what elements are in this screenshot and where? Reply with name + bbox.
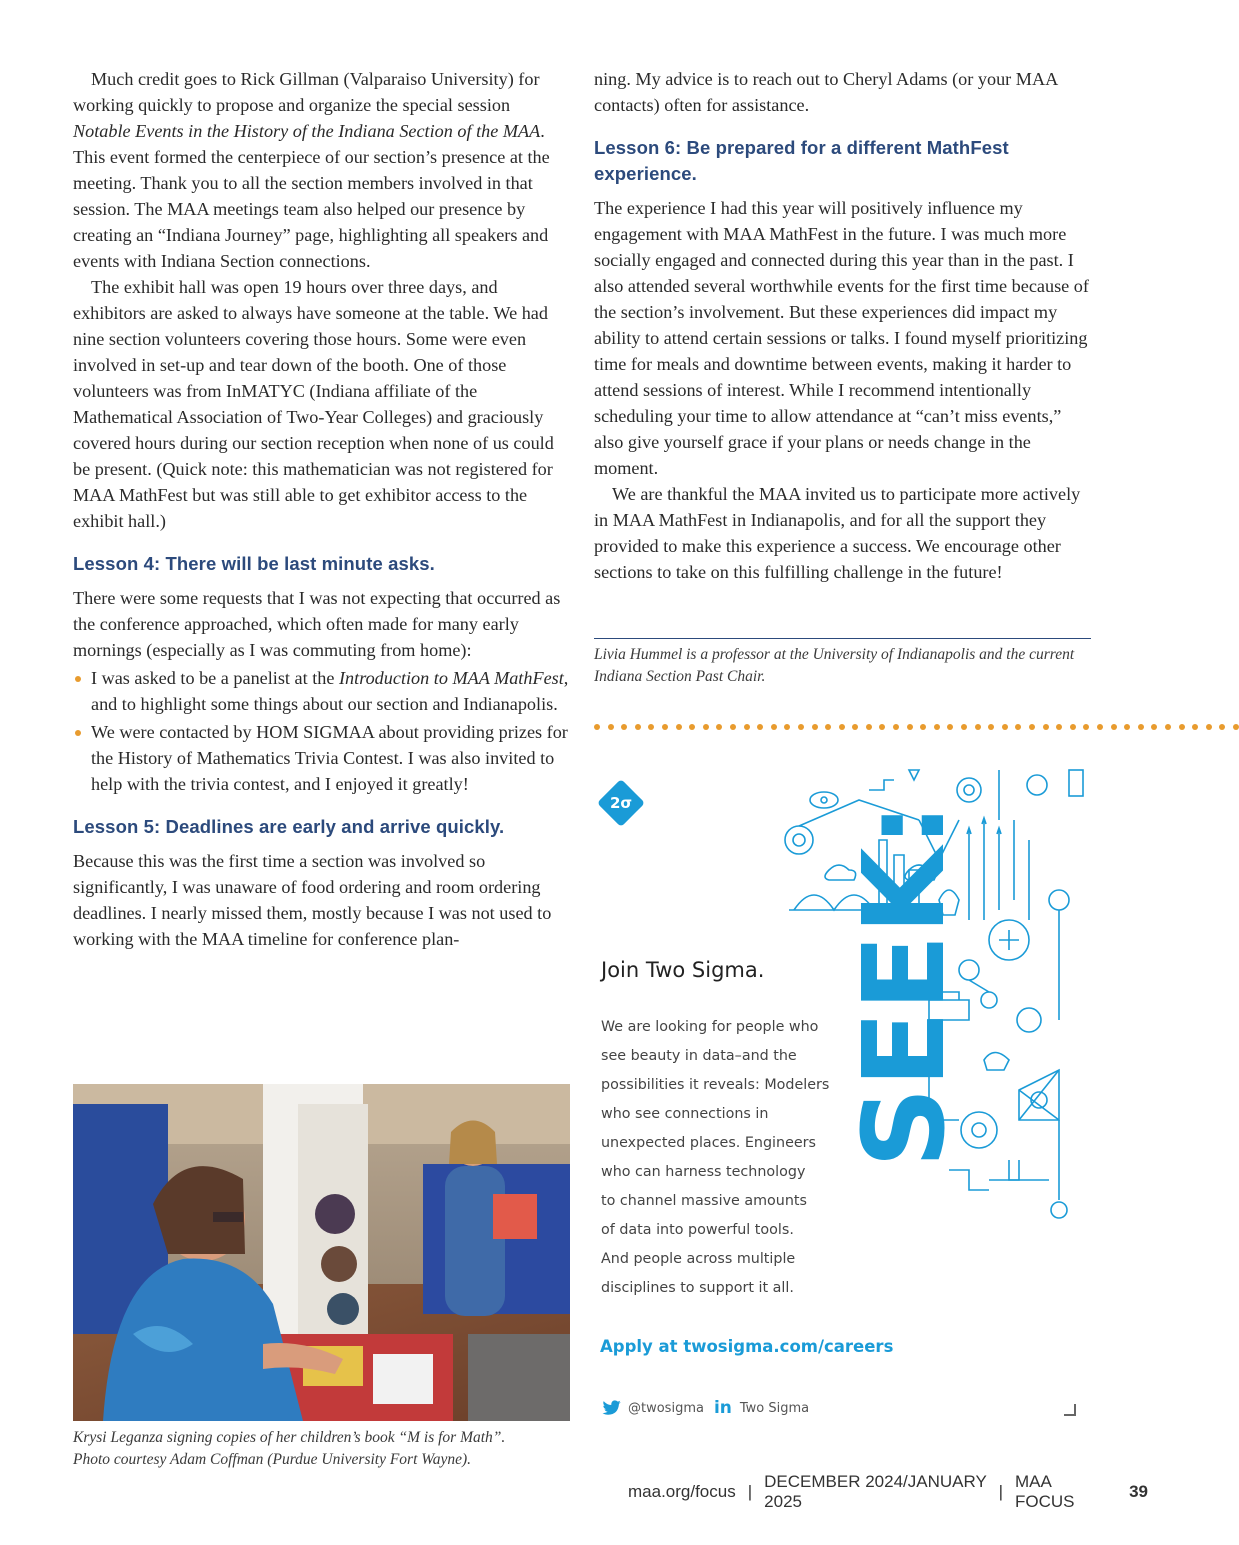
author-bio: Livia Hummel is a professor at the University of Indianapolis and the current Indiana Section Past Chair. (594, 646, 1075, 685)
separator-dot (988, 724, 994, 730)
twitter-handle[interactable]: @twosigma (628, 1400, 704, 1416)
separator-dot (1015, 724, 1021, 730)
separator-dot (1043, 724, 1049, 730)
page-number: 39 (1129, 1482, 1148, 1501)
separator-dot (866, 724, 872, 730)
separator-dot (744, 724, 750, 730)
separator-dot (1219, 724, 1225, 730)
seek-word: SEEK: (840, 802, 970, 1168)
separator-dot (1233, 724, 1239, 730)
footer-separator: | (998, 1482, 1003, 1501)
separator-dot (648, 724, 654, 730)
separator-dot (730, 724, 736, 730)
separator-dot (757, 724, 763, 730)
separator-dot (676, 724, 682, 730)
separator-dot (812, 724, 818, 730)
bullet-dot-icon (75, 676, 81, 682)
footer-separator: | (747, 1482, 753, 1501)
twitter-icon (602, 1400, 622, 1416)
separator-dot (1192, 724, 1198, 730)
dotted-separator (594, 724, 1200, 730)
separator-dot (1002, 724, 1008, 730)
separator-dot (594, 724, 600, 730)
lesson-4-heading: Lesson 4: There will be last minute asks. (73, 553, 435, 574)
paragraph-exhibit-hall: The exhibit hall was open 19 hours over three days, and exhibitors are asked to always have someone at the table. We had nine section volunteers covering those hours. Some were even involved in set-up and tear down of the booth. One of those volunteers was from InMATYC (Indiana affiliate of the Mathematical Association of Two-Year Colleges) and graciously covered hours during our section reception when none of us could be present. (Quick note: this mathematician was not registered for MAA MathFest but was still able to get exhibitor access to the exhibit hall.) (73, 277, 554, 531)
footer-magazine: MAA FOCUS (1015, 1472, 1075, 1511)
separator-dot (1056, 724, 1062, 730)
separator-dot (716, 724, 722, 730)
lesson-6-heading: Lesson 6: Be prepared for a different MathFest experience. (594, 137, 1009, 184)
separator-dot (1151, 724, 1157, 730)
paragraph-continued: ning. My advice is to reach out to Cheryl Adams (or your MAA contacts) often for assistance. (594, 69, 1058, 115)
separator-dot (1070, 724, 1076, 730)
separator-dot (975, 724, 981, 730)
seek-wordmark (840, 802, 970, 1178)
separator-dot (1029, 724, 1035, 730)
separator-dot (798, 724, 804, 730)
separator-dot (689, 724, 695, 730)
left-column (73, 66, 570, 952)
corner-mark-icon (1064, 1404, 1076, 1416)
separator-dot (947, 724, 953, 730)
separator-dot (1138, 724, 1144, 730)
page-footer (628, 1472, 1148, 1511)
ad-title: Join Two Sigma. (601, 958, 765, 982)
separator-dot (1083, 724, 1089, 730)
photo-caption: Krysi Leganza signing copies of her children’s book “M is for Math”. Photo courtesy Adam Coffman (Purdue University Fort Wayne). (73, 1429, 506, 1468)
bullet-dot-icon (75, 730, 81, 736)
right-column (594, 66, 1092, 585)
separator-dot (1124, 724, 1130, 730)
paragraph-lesson-4: There were some requests that I was not expecting that occurred as the conference approached, which often made for many early mornings (especially as I was commuting from home): (73, 588, 561, 660)
list-item: I was asked to be a panelist at the Introduction to MAA MathFest, and to highlight some things about our section and Indianapolis. (73, 665, 570, 717)
paragraph-closing: We are thankful the MAA invited us to participate more actively in MAA MathFest in Indianapolis, and for all the support they provided to make this experience a success. We encourage other sections to take on this fulfilling challenge in the future! (594, 484, 1081, 582)
separator-dot (703, 724, 709, 730)
separator-dot (621, 724, 627, 730)
linkedin-icon: in (713, 1398, 732, 1418)
social-links (602, 1398, 809, 1418)
apply-link[interactable]: Apply at twosigma.com/careers (600, 1337, 894, 1356)
separator-dot (961, 724, 967, 730)
separator-dot (907, 724, 913, 730)
separator-dot (1179, 724, 1185, 730)
separator-dot (662, 724, 668, 730)
separator-dot (1206, 724, 1212, 730)
list-item: We were contacted by HOM SIGMAA about providing prizes for the History of Mathematics Trivia Contest. I was also invited to help with the trivia contest, and I enjoyed it greatly! (73, 719, 570, 797)
paragraph-lesson-6: The experience I had this year will positively influence my engagement with MAA MathFest in the future. I was much more socially engaged and connected during this year than in the past. I also attended several worthwhile events for the first time because of the section’s involvement. But these experiences did impact my ability to attend certain sessions or talks. I found myself prioritizing time for meals and downtime between events, making it harder to attend sessions of interest. While I recommend intentionally scheduling your time to allow attendance at “can’t miss events,” also give yourself grace if your plans or needs change in the moment. (594, 198, 1089, 478)
bio-divider (594, 638, 1091, 639)
paragraph-gillman: Much credit goes to Rick Gillman (Valparaiso University) for working quickly to propose and organize the special session Notable Events in the History of the Indiana Section of the MAA. This event formed the centerpiece of our section’s presence at the meeting. Thank you to all the section members involved in that session. The MAA meetings team also helped our presence by creating an “Indiana Journey” page, highlighting all speakers and events with Indiana Section connections. (73, 69, 550, 271)
separator-dot (771, 724, 777, 730)
separator-dot (1165, 724, 1171, 730)
footer-site[interactable]: maa.org/focus (628, 1482, 736, 1501)
separator-dot (893, 724, 899, 730)
separator-dot (1097, 724, 1103, 730)
ad-body: We are looking for people who see beauty in data–and the possibilities it reveals: Modelers who see connections in unexpected places. Engineers who can harness technology to channel massive amounts of data into powerful tools. And people across multiple disciplines to support it all. (601, 1019, 830, 1296)
lesson-5-heading: Lesson 5: Deadlines are early and arrive quickly. (73, 816, 505, 837)
linkedin-name[interactable]: Two Sigma (739, 1400, 810, 1416)
separator-dot (879, 724, 885, 730)
two-sigma-ad (594, 748, 1100, 1438)
booth-photo (73, 1084, 570, 1421)
paragraph-lesson-5: Because this was the first time a section was involved so significantly, I was unaware of food ordering and room ordering deadlines. I nearly missed them, mostly because I was not used to working with the MAA timeline for conference plan- (73, 851, 552, 949)
separator-dot (852, 724, 858, 730)
footer-issue: DECEMBER 2024/JANUARY 2025 (764, 1472, 987, 1511)
separator-dot (920, 724, 926, 730)
photo-illustration (73, 1084, 570, 1421)
separator-dot (825, 724, 831, 730)
separator-dot (784, 724, 790, 730)
separator-dot (839, 724, 845, 730)
logo-text: 2σ (609, 794, 633, 812)
lesson-4-list (73, 665, 570, 797)
separator-dot (635, 724, 641, 730)
separator-dot (1111, 724, 1117, 730)
separator-dot (934, 724, 940, 730)
separator-dot (608, 724, 614, 730)
